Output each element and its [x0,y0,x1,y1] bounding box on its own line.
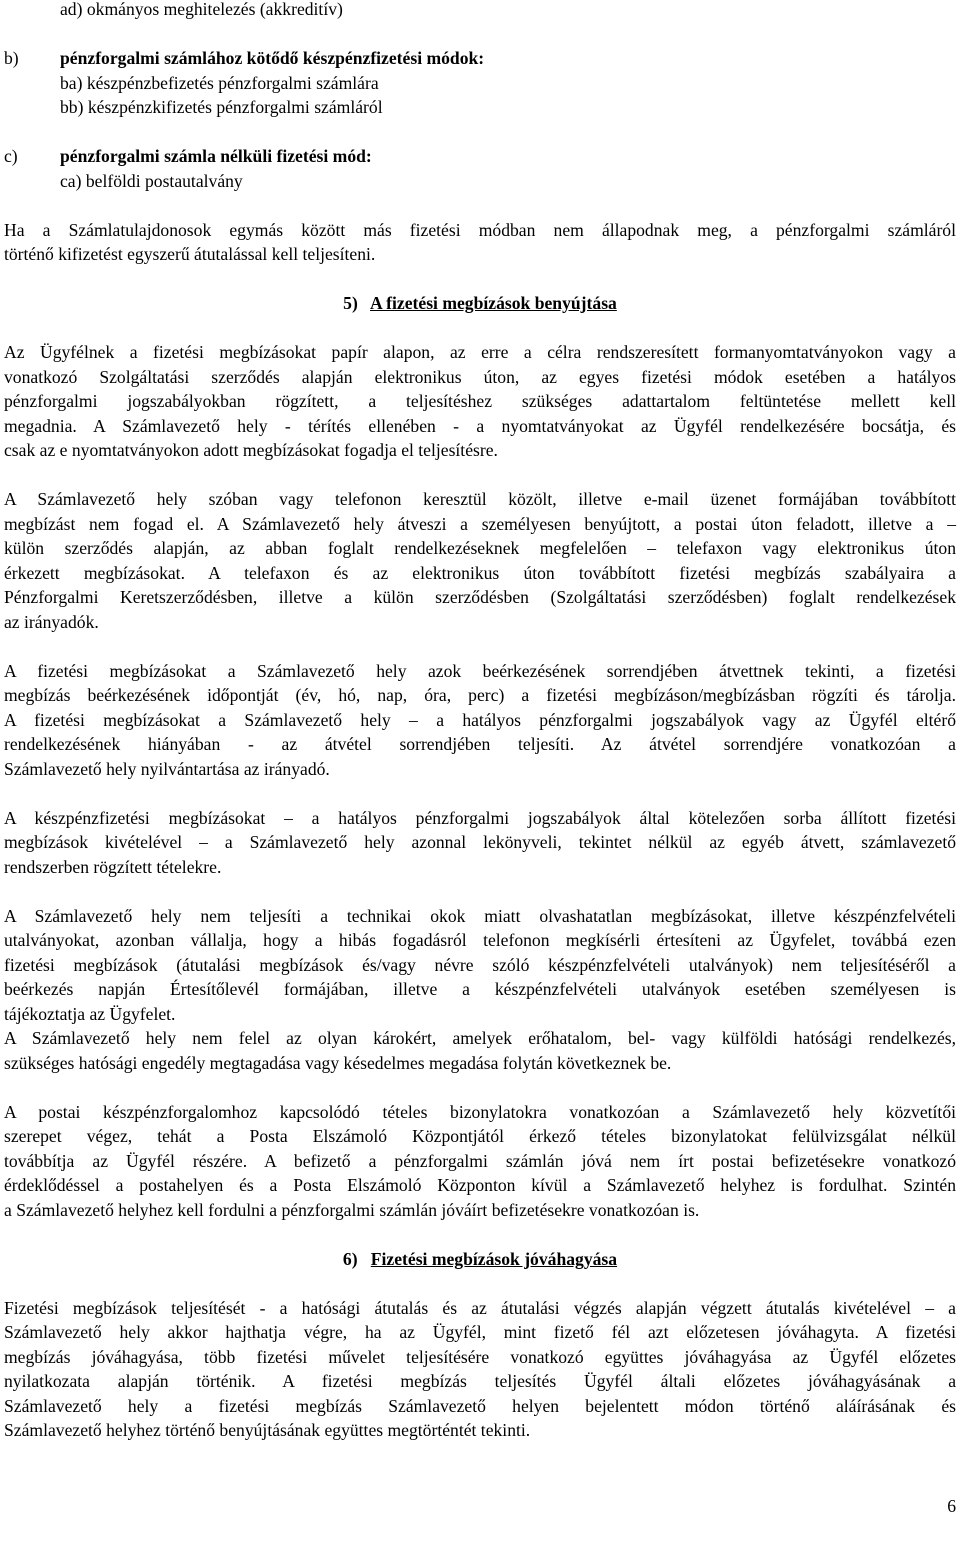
list-item-ca: ca) belföldi postautalvány [60,170,243,191]
list-marker-c: c) [4,146,18,166]
list-item-b [4,46,956,120]
list-item-ad [4,0,956,22]
section-6-paragraph-1: Fizetési megbízások teljesítését - a hatósági átutalás és az átutalási végzés alapján végzett átutalás kivételével – a Számlavezető hely akkor hajthatja végre, ha az Ügyfél, mint fizető fél azt előzetesen jóváhagyta. A fizetési megbízás jóváhagyása, több fizetési művelet teljesítésére vonatkozó együttes jóváhagyása az Ügyfél előzetes nyilatkozata alapján történik. A fizetési megbízás teljesítés Ügyfél általi előzetes jóváhagyásának a Számlavezető hely a fizetési megbízás Számlavezető helyen bejelentett módon történő aláírásának és Számlavezető helyhez történő benyújtásának együttes megtörténtét tekinti. [4,1297,956,1440]
list-item-bb: bb) készpénzkifizetés pénzforgalmi számláról [60,97,383,117]
section-5-title: A fizetési megbízások benyújtása [370,293,617,313]
section-5-paragraph-7: A postai készpénzforgalomhoz kapcsolódó tételes bizonylatokra vonatkozóan a Számlavezető hely közvetítői szerepet végez, tehát a Posta Elszámoló Központjától érkező tételes bizonylatokat felülvizsgálat nélkül továbbítja az Ügyfél részére. A befizető a pénzforgalmi számlán jóvá nem írt postai befizetésekre vonatkozó érdeklődéssel a postahelyen és a Posta Elszámoló Központon kívül a Számlavezető helyhez is fordulhat. Szintén a Számlavezető helyhez kell fordulni a pénzforgalmi számlán jóváírt befizetésekre vonatkozóan is. [4,1101,956,1220]
section-5-number: 5) [343,293,358,313]
section-6-title: Fizetési megbízások jóváhagyása [370,1248,618,1269]
section-5-paragraph-5: A Számlavezető hely nem teljesíti a technikai okok miatt olvashatatlan megbízásokat, illetve készpénzfelvételi utalványokat, azonban vállalja, hogy a hibás fogadásról telefonon megkísérli értesíteni az Ügyfelet, továbbá ezen fizetési megbízások (átutalási megbízások és/vagy névre szóló készpénzfelvételi utalványok) nem teljesítéséről a beérkezés napján Értesítőlevél formájában, illetve a készpénzfelvételi utalványok esetében személyesen is tájékoztatja az Ügyfelet. [4,905,956,1024]
list-item-b-title: pénzforgalmi számlához kötődő készpénzfizetési módok: [60,48,485,68]
list-marker-b: b) [4,48,19,68]
section-5-paragraph-4: A készpénzfizetési megbízásokat – a hatályos pénzforgalmi jogszabályok által kötelezően sorba állított fizetési megbízások kivételével – a Számlavezető hely azonnal lekönyveli, tekintet nélkül az egyéb átvett, számlavezető rendszerben rögzített tételekre. [4,807,956,877]
section-5-heading [4,291,956,316]
paragraph-intro: Ha a Számlatulajdonosok egymás között más fizetési módban nem állapodnak meg, a pénzforgalmi számláról történő kifizetést egyszerű átutalással kell teljesíteni. [4,219,956,264]
page-number: 6 [947,1496,956,1516]
list-item-c [4,144,956,193]
list-item-ad-text: ad) okmányos meghitelezés (akkreditív) [60,0,343,19]
section-5-paragraph-3: A fizetési megbízásokat a Számlavezető hely azok beérkezésének sorrendjében átvettnek tekinti, a fizetési megbízás beérkezésének időpontját (év, hó, nap, óra, perc) a fizetési megbízáson/megbízásban rögzíti és tárolja. A fizetési megbízásokat a Számlavezető hely – a hatályos pénzforgalmi jogszabályok vagy az Ügyfél eltérő rendelkezésének hiányában - az átvétel sorrendjében teljesíti. Az átvétel sorrendjére vonatkozóan a Számlavezető hely nyilvántartása az irányadó. [4,660,956,779]
section-6-number: 6) [342,1248,358,1269]
list-item-ba: ba) készpénzbefizetés pénzforgalmi számlára [60,72,379,93]
section-5-paragraph-1: Az Ügyfélnek a fizetési megbízásokat papír alapon, az erre a célra rendszeresített formanyomtatványokon vagy a vonatkozó Szolgáltatási szerződés alapján elektronikus úton, az egyes fizetési módok esetében a hatályos pénzforgalmi jogszabályokban rögzített, a teljesítéshez szükséges adattartalom feltüntetése mellett kell megadnia. A Számlavezető hely - térítés ellenében - a nyomtatványokat az Ügyfél rendelkezésére bocsátja, és csak az e nyomtatványokon adott megbízásokat fogadja el teljesítésre. [4,342,956,460]
list-item-c-title: pénzforgalmi számla nélküli fizetési mód: [60,146,372,166]
document-page [4,0,956,1443]
section-6-heading [4,1247,956,1272]
section-5-paragraph-6: A Számlavezető hely nem felel az olyan károkért, amelyek erőhatalom, bel- vagy külföldi hatósági rendelkezés, szükséges hatósági engedély megtagadása vagy késedelmes megadása folytán következnek be. [4,1028,956,1073]
section-5-paragraph-2: A Számlavezető hely szóban vagy telefonon keresztül közölt, illetve e-mail üzenet formájában továbbított megbízást nem fogad el. A Számlavezető hely átveszi a személyesen benyújtott, a postai úton feladott, illetve a – külön szerződés alapján, az abban foglalt rendelkezéseknek megfelelően – telefaxon vagy elektronikus úton érkezett megbízásokat. A telefaxon és az elektronikus úton továbbított fizetési megbízás szabályaira a Pénzforgalmi Keretszerződésben, illetve a külön szerződésben (Szolgáltatási szerződésben) foglalt rendelkezések az irányadók. [4,489,956,632]
